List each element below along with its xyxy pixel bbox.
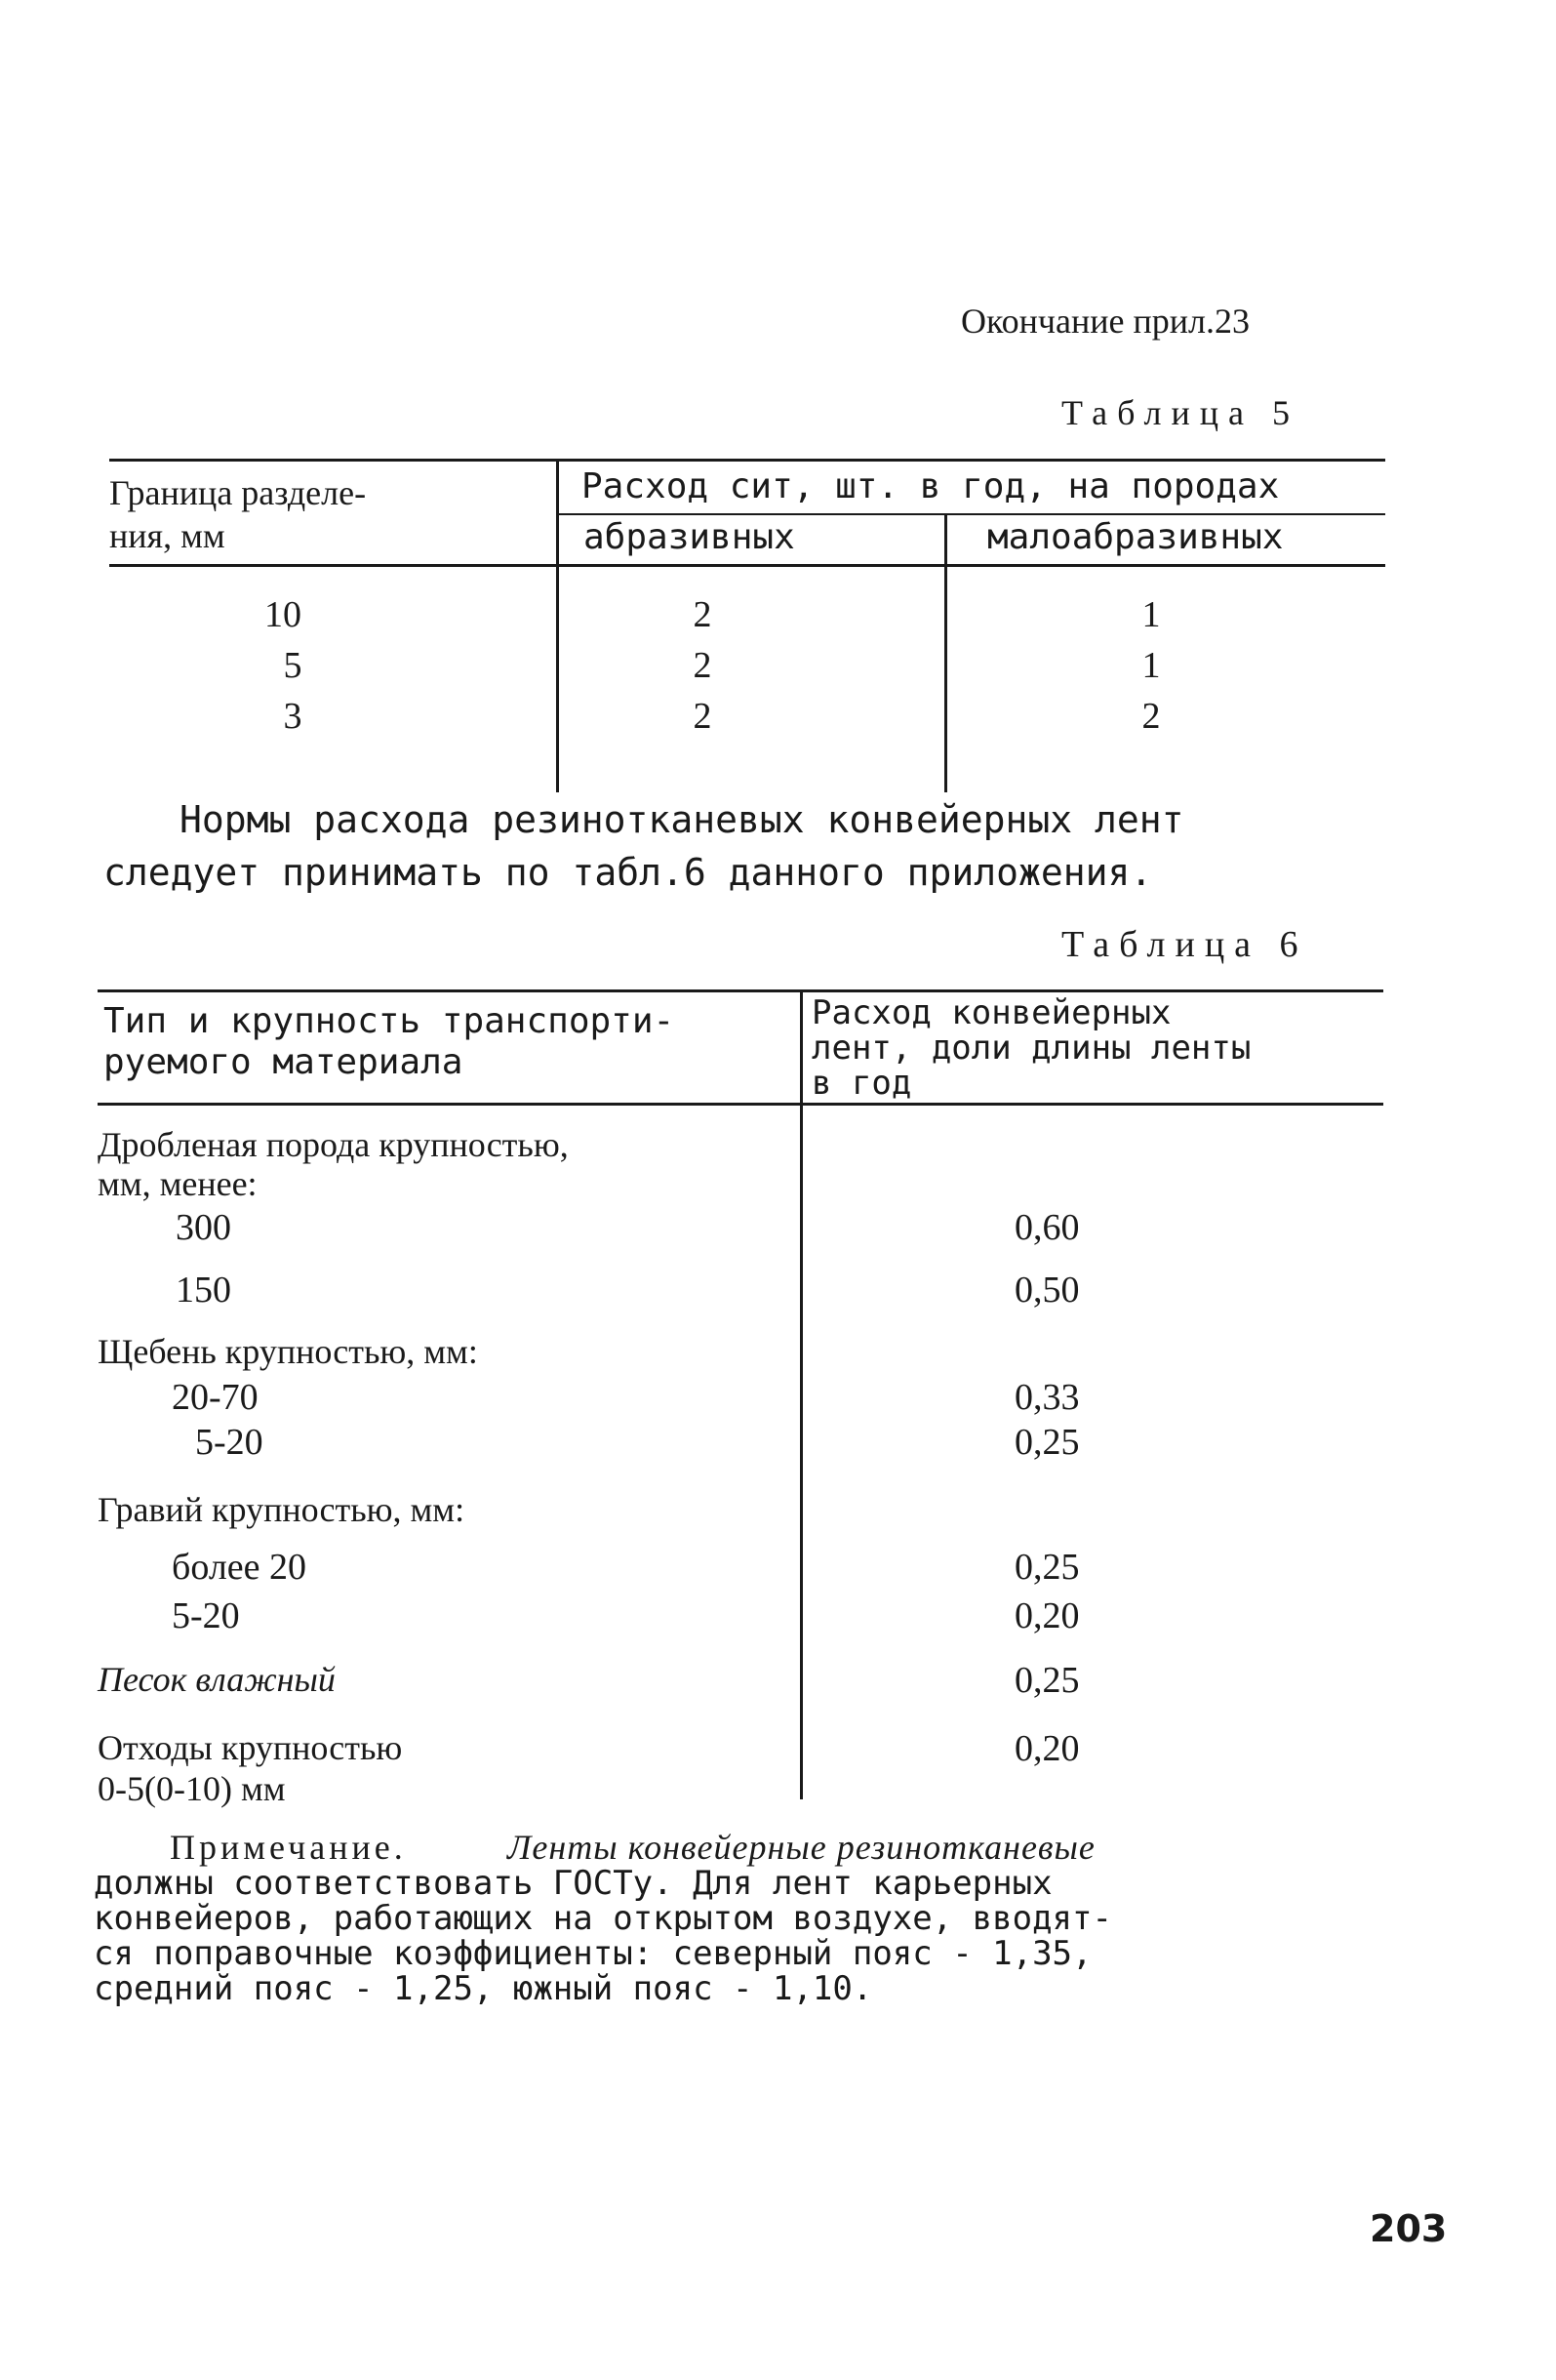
table5-cell-low-abrasive: 1 [1141, 594, 1161, 635]
table6-row-value: 0,33 [1015, 1377, 1080, 1418]
table5-cell-abrasive: 2 [693, 645, 712, 686]
table5-col1-header-line1: Граница разделе- [109, 473, 367, 512]
note-line-4: ся поправочные коэффициенты: северный пояс - 1,35, [94, 1934, 1093, 1973]
table6-top-rule [98, 989, 1383, 992]
table6-row-value: 0,50 [1015, 1270, 1080, 1311]
page-number: 203 [1370, 2207, 1448, 2250]
table6-row-value: 0,25 [1015, 1422, 1080, 1463]
table6-row-value: 0,20 [1015, 1595, 1080, 1636]
table6-row-label: 5-20 [172, 1595, 240, 1636]
table6-row-label: 20-70 [172, 1377, 259, 1418]
table5-divider-2 [944, 515, 947, 792]
table6-col2-header-line2: лент, доли длины ленты [812, 1029, 1252, 1068]
table6-row-label: мм, менее: [98, 1164, 258, 1203]
table6-row-label: 5-20 [195, 1422, 263, 1463]
table6-row-label: 0-5(0-10) мм [98, 1769, 286, 1808]
appendix-end-label: Окончание прил.23 [961, 302, 1251, 341]
paragraph-line-2: следует принимать по табл.6 данного приложения. [103, 851, 1153, 894]
paragraph-line-1: Нормы расхода резинотканевых конвейерных лент [180, 798, 1184, 841]
table6-col2-header-line3: в год [812, 1064, 912, 1103]
table6-row-label: более 20 [172, 1547, 307, 1588]
table5-group-header: Расход сит, шт. в год, на породах [581, 466, 1280, 506]
table6-row-value: 0,25 [1015, 1547, 1080, 1588]
table5-cell-boundary: 5 [283, 645, 302, 686]
note-line-5: средний пояс - 1,25, южный пояс - 1,10. [94, 1969, 873, 2008]
table6-col1-header-line2: руемого материала [103, 1042, 463, 1082]
table6-caption: Таблица 6 [1061, 924, 1308, 965]
note-line-2: должны соответствовать ГОСТу. Для лент карьерных [94, 1864, 1053, 1903]
table5-top-rule [109, 459, 1385, 462]
table5-subheader-abrasive: абразивных [583, 517, 795, 557]
table6-row-value: 0,20 [1015, 1728, 1080, 1769]
note-line-3: конвейеров, работающих на открытом воздухе, вводят- [94, 1899, 1112, 1938]
table6-col2-header-line1: Расход конвейерных [812, 993, 1172, 1032]
table6-row-label: Дробленая порода крупностью, [98, 1125, 569, 1164]
table6-row-value: 0,60 [1015, 1207, 1080, 1248]
table6-row-label: Песок влажный [98, 1660, 336, 1699]
table6-row-value: 0,25 [1015, 1660, 1080, 1701]
table6-divider [800, 989, 803, 1799]
table5-subheader-low-abrasive: малоабразивных [987, 517, 1284, 557]
table6-col1-header-line1: Тип и крупность транспорти- [103, 1001, 675, 1041]
table6-row-label: Отходы крупностью [98, 1728, 403, 1767]
table5-cell-abrasive: 2 [693, 594, 712, 635]
note-title: Примечание. [170, 1828, 407, 1867]
table6-row-label: Щебень крупностью, мм: [98, 1332, 478, 1371]
table5-cell-boundary: 10 [264, 594, 301, 635]
table5-divider-1 [556, 459, 559, 792]
table5-cell-low-abrasive: 2 [1141, 696, 1161, 737]
table5-group-rule [558, 513, 1385, 515]
table5-cell-low-abrasive: 1 [1141, 645, 1161, 686]
table6-row-label: Гравий крупностью, мм: [98, 1490, 465, 1529]
table5-col1-header-line2: ния, мм [109, 516, 225, 555]
table5-cell-boundary: 3 [283, 696, 302, 737]
table5-cell-abrasive: 2 [693, 696, 712, 737]
table5-header-rule [109, 564, 1385, 567]
table6-row-label: 150 [176, 1270, 231, 1311]
table6-row-label: 300 [176, 1207, 231, 1248]
note-line-1: Ленты конвейерные резинотканевые [507, 1828, 1096, 1867]
table5-caption: Таблица 5 [1061, 393, 1299, 432]
table6-header-rule [98, 1103, 1383, 1106]
